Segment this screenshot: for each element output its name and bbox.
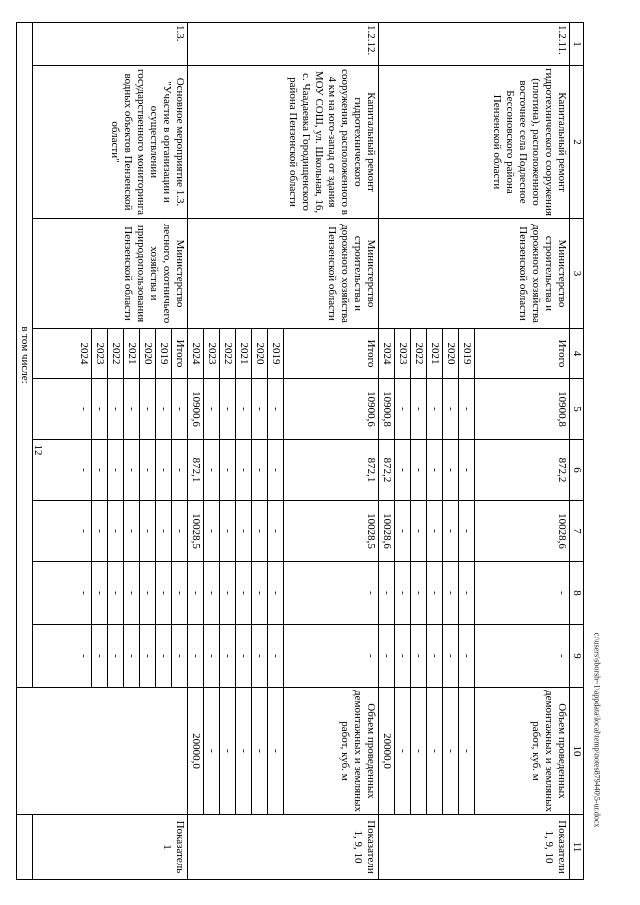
value-cell: - [411, 501, 427, 562]
value-cell: - [443, 440, 459, 501]
value-cell: - [268, 688, 284, 815]
subtotal-label: в том числе: [17, 23, 33, 688]
year-cell: 2022 [108, 329, 124, 379]
table-row [284, 23, 379, 880]
value-cell: - [124, 379, 140, 440]
value-cell: - [156, 379, 172, 440]
value-cell: - [427, 440, 443, 501]
target-cell: Показатель 1 [33, 815, 188, 880]
value-cell: - [172, 379, 188, 440]
value-cell: - [236, 440, 252, 501]
value-cell: - [252, 688, 268, 815]
value-cell: - [124, 440, 140, 501]
value-cell: - [188, 625, 204, 688]
year-cell: 2019 [268, 329, 284, 379]
value-cell: - [443, 562, 459, 625]
year-cell: 2020 [140, 329, 156, 379]
value-cell: - [108, 440, 124, 501]
value-cell: - [459, 501, 475, 562]
year-cell: 2022 [220, 329, 236, 379]
header-cell: 7 [570, 501, 584, 562]
year-cell: 2020 [252, 329, 268, 379]
year-cell: Итого [284, 329, 379, 379]
year-cell: 2020 [443, 329, 459, 379]
value-cell: - [459, 625, 475, 688]
year-cell: 2022 [411, 329, 427, 379]
value-cell: - [411, 379, 427, 440]
value-cell: - [140, 501, 156, 562]
header-cell: 8 [570, 562, 584, 625]
value-cell: - [92, 562, 108, 625]
value-cell: - [220, 440, 236, 501]
value-cell: - [204, 625, 220, 688]
value-cell: - [124, 625, 140, 688]
value-cell: - [252, 440, 268, 501]
activity-name: Основное мероприятие 1.3. "Участие в организации и осуществлении государственного мониторинга водных объектов Пензенской области" [33, 66, 188, 219]
year-cell: 2019 [156, 329, 172, 379]
activity-name: Капитальный ремонт гидротехнического сооружения, расположенного в 4 км на юго-запад от здания МОУ СОШ, ул. Школьная, 16, с. Чаадаевка Городищенского района Пензенской области [188, 66, 379, 219]
value-cell: - [33, 562, 92, 625]
year-cell: Итого [172, 329, 188, 379]
value-cell: - [268, 501, 284, 562]
value-cell: - [92, 501, 108, 562]
value-cell: 872,1 [284, 440, 379, 501]
value-cell: 872,1 [188, 440, 204, 501]
value-cell: - [395, 440, 411, 501]
executor: Министерство строительства и дорожного хозяйства Пензенской области [379, 219, 570, 329]
value-cell: - [427, 501, 443, 562]
value-cell: - [443, 625, 459, 688]
value-cell: - [220, 562, 236, 625]
value-cell: - [204, 562, 220, 625]
value-cell: - [220, 379, 236, 440]
year-cell: 2024 [379, 329, 395, 379]
value-cell: - [204, 440, 220, 501]
value-cell: - [236, 379, 252, 440]
value-cell: - [395, 501, 411, 562]
value-cell: 10028,5 [284, 501, 379, 562]
value-cell: - [108, 501, 124, 562]
value-cell: - [156, 501, 172, 562]
program-activities-table [16, 22, 584, 880]
value-cell: - [220, 688, 236, 815]
value-cell: - [92, 625, 108, 688]
value-cell: - [33, 440, 92, 501]
value-cell: - [33, 625, 92, 688]
table-row [172, 23, 188, 880]
row-number: 1.2.11. [379, 23, 570, 66]
value-cell: - [427, 562, 443, 625]
year-cell: 2024 [33, 329, 92, 379]
value-cell: - [156, 562, 172, 625]
value-cell: - [33, 501, 92, 562]
value-cell: - [220, 501, 236, 562]
value-cell: - [108, 379, 124, 440]
header-cell: 11 [570, 815, 584, 880]
value-cell: - [172, 625, 188, 688]
value-cell: - [108, 625, 124, 688]
value-cell: - [252, 501, 268, 562]
header-cell: 1 [570, 23, 584, 66]
file-path-footer: c:\users\sborsh~1\appdata\local\temp\notes879440\5-ur.docx [592, 632, 602, 828]
empty-cell [17, 815, 33, 880]
value-cell: - [124, 562, 140, 625]
year-cell: 2021 [124, 329, 140, 379]
value-cell: - [395, 688, 411, 815]
value-cell: - [172, 440, 188, 501]
indicator-cell: Объем проведенных демонтажных и земляных работ, куб. м [475, 688, 570, 815]
value-cell: - [459, 440, 475, 501]
value-cell: - [236, 562, 252, 625]
value-cell: - [252, 625, 268, 688]
header-cell: 4 [570, 329, 584, 379]
value-cell: - [140, 440, 156, 501]
value-cell: - [284, 625, 379, 688]
value-cell: - [411, 625, 427, 688]
value-cell: - [92, 440, 108, 501]
value-cell: - [268, 562, 284, 625]
executor: Министерство строительства и дорожного хозяйства Пензенской области [188, 219, 379, 329]
year-cell: 2019 [459, 329, 475, 379]
header-cell: 10 [570, 688, 584, 815]
header-cell: 3 [570, 219, 584, 329]
value-cell: 10900,8 [475, 379, 570, 440]
row-number: 1.2.12. [188, 23, 379, 66]
header-cell: 5 [570, 379, 584, 440]
value-cell: - [443, 501, 459, 562]
value-cell: - [427, 625, 443, 688]
value-cell: - [252, 562, 268, 625]
value-cell: - [220, 625, 236, 688]
value-cell: - [459, 379, 475, 440]
year-cell: 2021 [236, 329, 252, 379]
value-cell: 872,2 [475, 440, 570, 501]
value-cell: - [188, 562, 204, 625]
value-cell: - [172, 501, 188, 562]
value-cell: - [236, 688, 252, 815]
activity-name: Капитальный ремонт гидротехнического сооружения (плотина), расположенного восточнее села Подлесное Бессоновского района Пензенской области [379, 66, 570, 219]
value-cell: - [443, 688, 459, 815]
value-cell: - [411, 688, 427, 815]
value-cell: 10028,6 [379, 501, 395, 562]
year-cell: 2023 [395, 329, 411, 379]
row-number: 1.3. [33, 23, 188, 66]
value-cell: - [268, 379, 284, 440]
value-cell: - [411, 562, 427, 625]
value-cell: - [204, 688, 220, 815]
value-cell: - [268, 625, 284, 688]
value-cell: - [459, 688, 475, 815]
year-cell: 2021 [427, 329, 443, 379]
value-cell: - [236, 501, 252, 562]
value-cell: - [204, 379, 220, 440]
indicator-cell: Объем проведенных демонтажных и земляных работ, куб. м [284, 688, 379, 815]
year-cell: 2023 [92, 329, 108, 379]
value-cell: 872,2 [379, 440, 395, 501]
value-cell: - [156, 440, 172, 501]
value-cell: - [475, 625, 570, 688]
value-cell: - [475, 562, 570, 625]
value-cell: - [395, 562, 411, 625]
table-rotated [19, 22, 584, 879]
year-cell: 2023 [204, 329, 220, 379]
value-cell: - [427, 379, 443, 440]
target-cell: Показатели 1, 9, 10 [188, 815, 379, 880]
value-cell: - [204, 501, 220, 562]
value-cell: 10900,6 [284, 379, 379, 440]
value-cell: - [459, 562, 475, 625]
header-cell: 9 [570, 625, 584, 688]
value-cell: - [443, 379, 459, 440]
value-cell: - [411, 440, 427, 501]
value-cell: - [124, 501, 140, 562]
value-cell: - [156, 625, 172, 688]
value-cell: - [236, 625, 252, 688]
page-number: 12 [32, 444, 44, 456]
value-cell: - [395, 379, 411, 440]
executor: Министерство лесного, охотничьего хозяйства и природопользования Пензенской области [33, 219, 188, 329]
target-cell: Показатели 1, 9, 10 [379, 815, 570, 880]
value-cell: 10028,6 [475, 501, 570, 562]
table-row [475, 23, 570, 880]
value-cell: - [379, 562, 395, 625]
value-cell: - [108, 562, 124, 625]
header-cell: 2 [570, 66, 584, 219]
value-cell: - [268, 440, 284, 501]
year-cell: Итого [475, 329, 570, 379]
value-cell: - [140, 625, 156, 688]
empty-cell [17, 688, 188, 815]
header-row [570, 23, 584, 880]
value-cell: - [284, 562, 379, 625]
year-cell: 2024 [188, 329, 204, 379]
value-cell: - [252, 379, 268, 440]
value-cell: - [140, 379, 156, 440]
value-cell: - [33, 379, 92, 440]
value-cell: - [92, 379, 108, 440]
value-cell: - [427, 688, 443, 815]
value-cell: 20000,0 [188, 688, 204, 815]
value-cell: - [379, 625, 395, 688]
value-cell: - [172, 562, 188, 625]
value-cell: - [140, 562, 156, 625]
value-cell: 10028,5 [188, 501, 204, 562]
value-cell: - [395, 625, 411, 688]
value-cell: 10900,8 [379, 379, 395, 440]
value-cell: 20000,0 [379, 688, 395, 815]
value-cell: 10900,6 [188, 379, 204, 440]
rotated-table-viewport [19, 22, 584, 879]
header-cell: 6 [570, 440, 584, 501]
